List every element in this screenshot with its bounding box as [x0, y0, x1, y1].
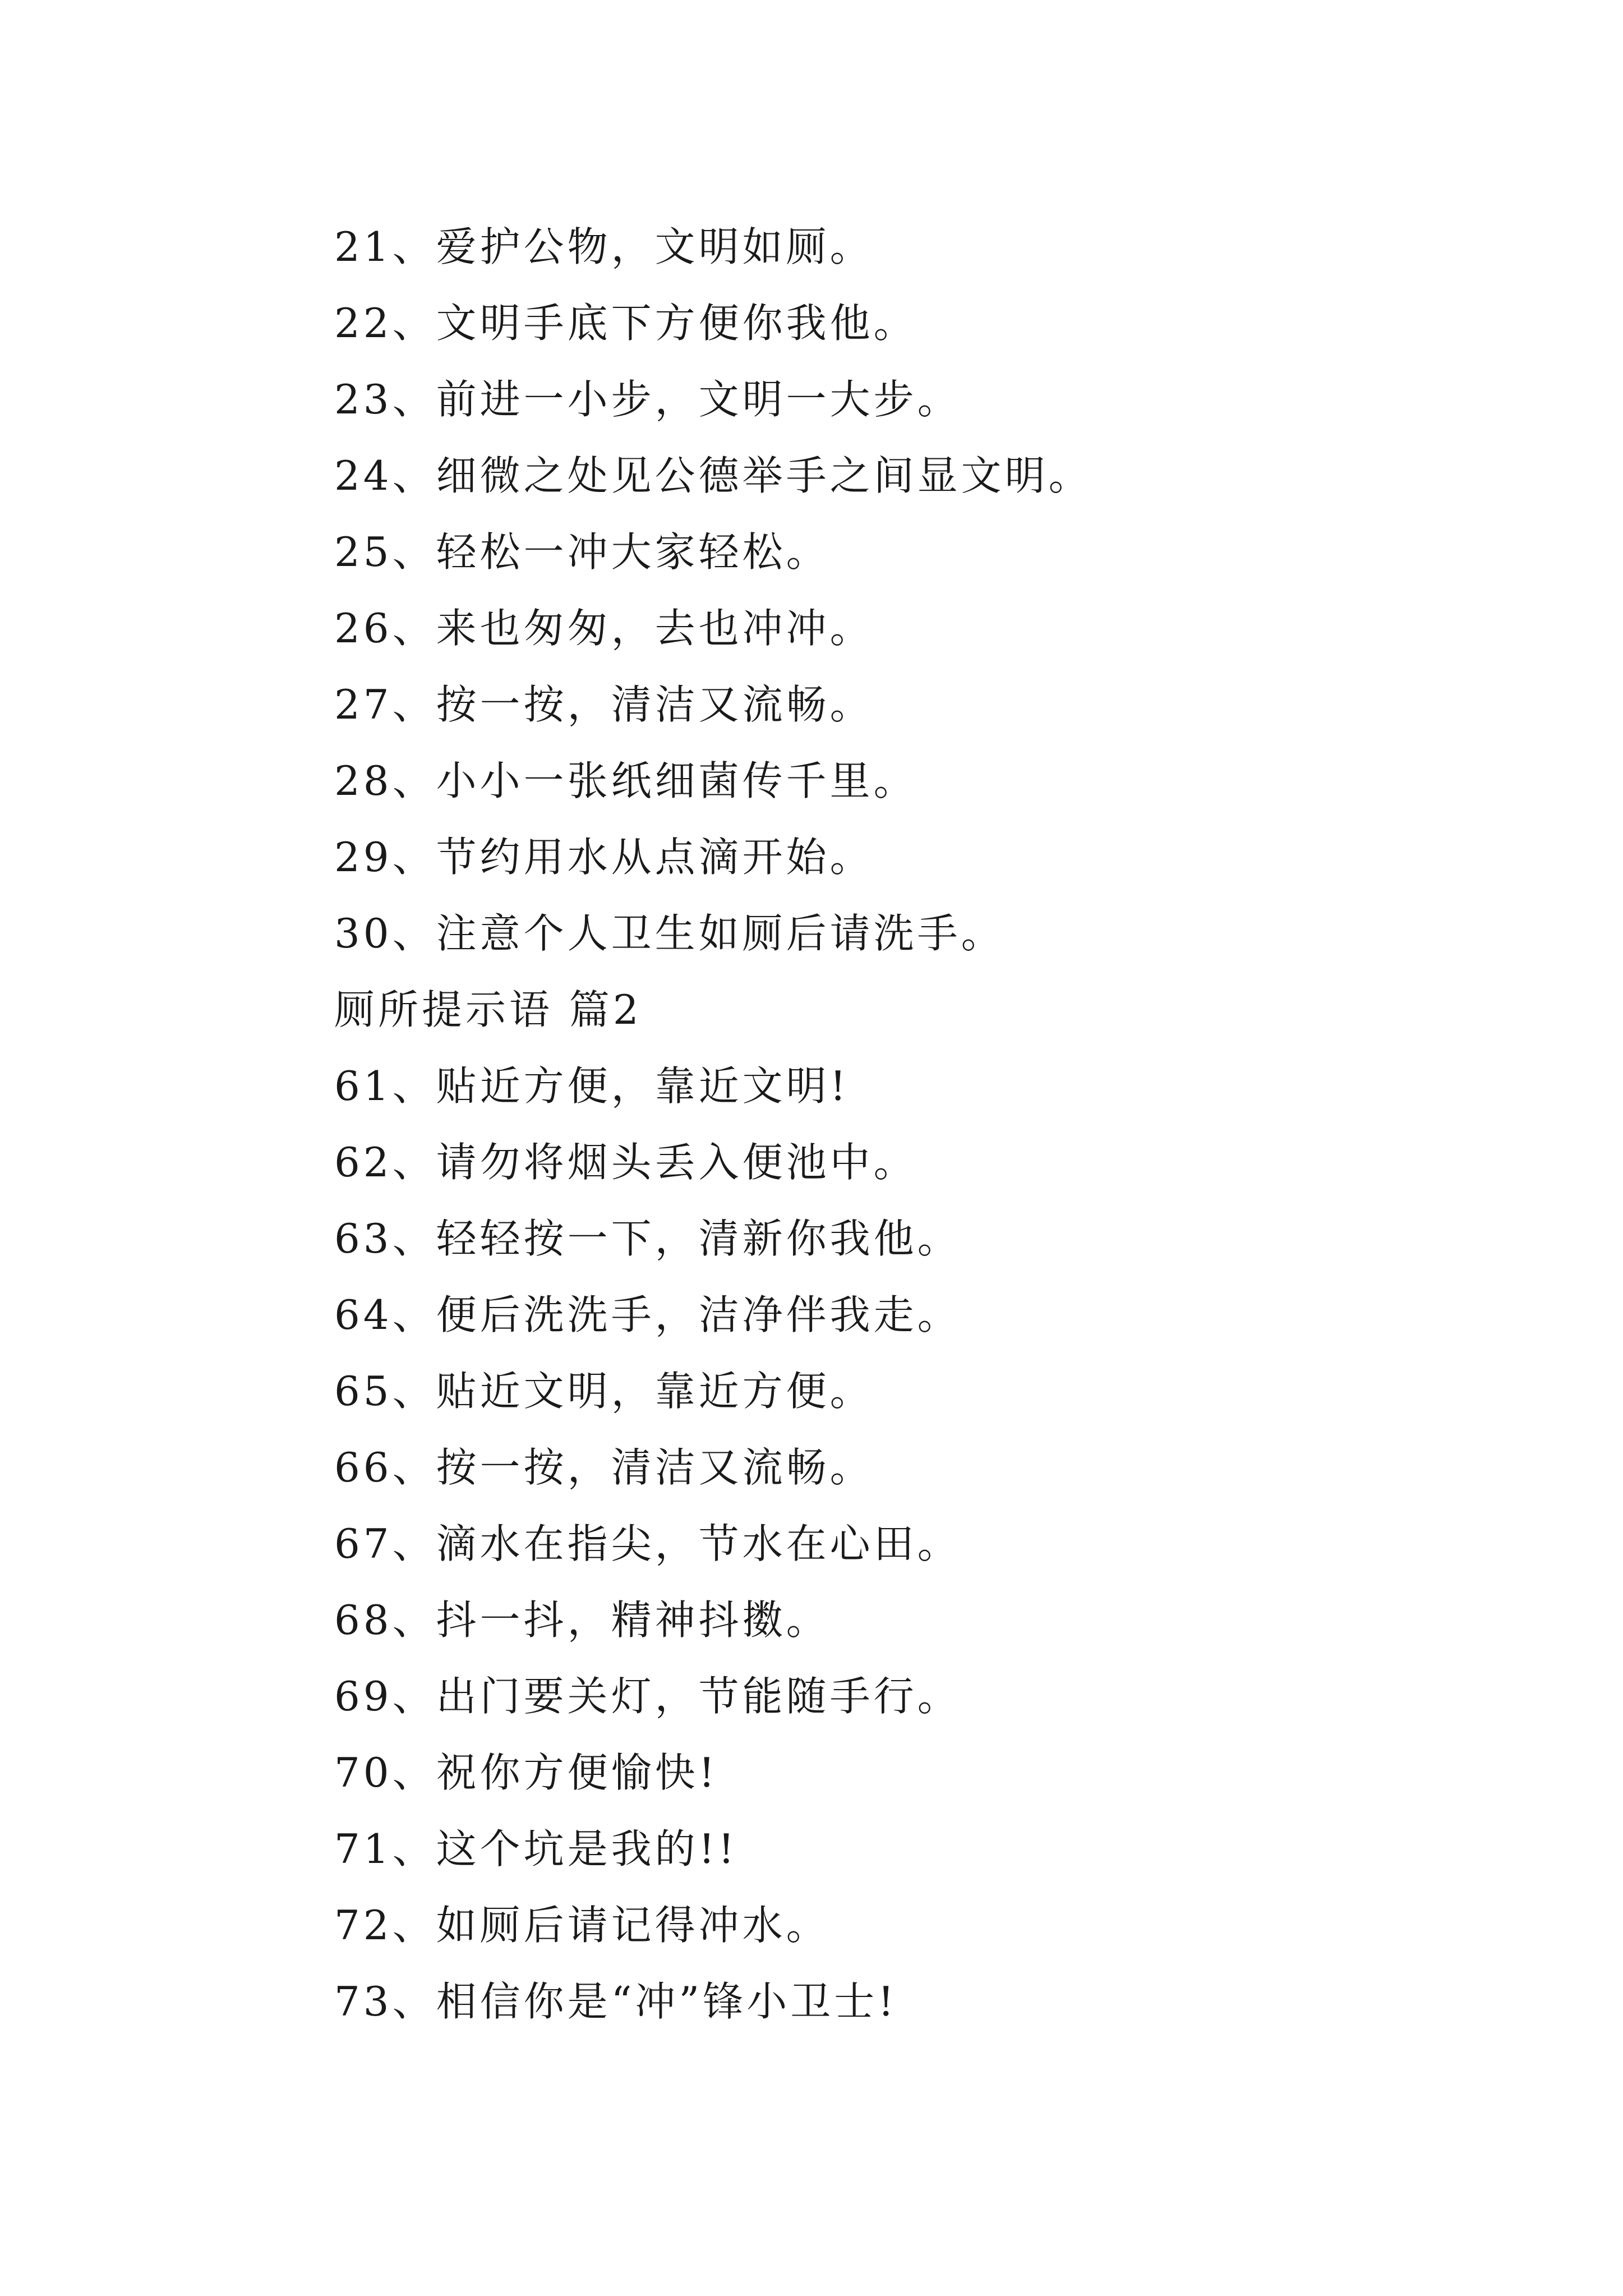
list-item: 68、抖一抖，精神抖擞。	[334, 1596, 830, 1644]
list-item: 28、小小一张纸细菌传千里。	[334, 757, 917, 804]
list-item: 23、前进一小步，文明一大步。	[334, 376, 961, 423]
section-heading: 厕所提示语 篇2	[334, 986, 642, 1033]
list-item: 27、按一按，清洁又流畅。	[334, 681, 874, 728]
list-item: 66、按一按，清洁又流畅。	[334, 1444, 874, 1491]
document-body	[334, 209, 1512, 2040]
list-item: 24、细微之处见公德举手之间显文明。	[334, 452, 1092, 499]
list-item: 65、贴近文明，靠近方便。	[334, 1368, 874, 1415]
list-item: 63、轻轻按一下，清新你我他。	[334, 1215, 961, 1262]
list-item: 22、文明手底下方便你我他。	[334, 300, 917, 347]
list-item: 69、出门要关灯，节能随手行。	[334, 1673, 961, 1720]
list-item: 26、来也匆匆，去也冲冲。	[334, 605, 874, 652]
list-item: 73、相信你是“冲”锋小卫士!	[334, 1978, 898, 2025]
list-item: 64、便后洗洗手，洁净伴我走。	[334, 1291, 961, 1338]
list-item: 29、节约用水从点滴开始。	[334, 834, 874, 881]
list-item: 62、请勿将烟头丢入便池中。	[334, 1139, 917, 1186]
list-item: 71、这个坑是我的!!	[334, 1825, 738, 1872]
list-item: 72、如厕后请记得冲水。	[334, 1902, 830, 1949]
list-item: 21、爱护公物，文明如厕。	[334, 223, 874, 270]
list-item: 61、贴近方便，靠近文明!	[334, 1062, 850, 1110]
list-item: 70、祝你方便愉快!	[334, 1749, 718, 1796]
list-item: 30、注意个人卫生如厕后请洗手。	[334, 910, 1005, 957]
list-item: 67、滴水在指尖，节水在心田。	[334, 1520, 961, 1567]
list-item: 25、轻松一冲大家轻松。	[334, 528, 830, 576]
